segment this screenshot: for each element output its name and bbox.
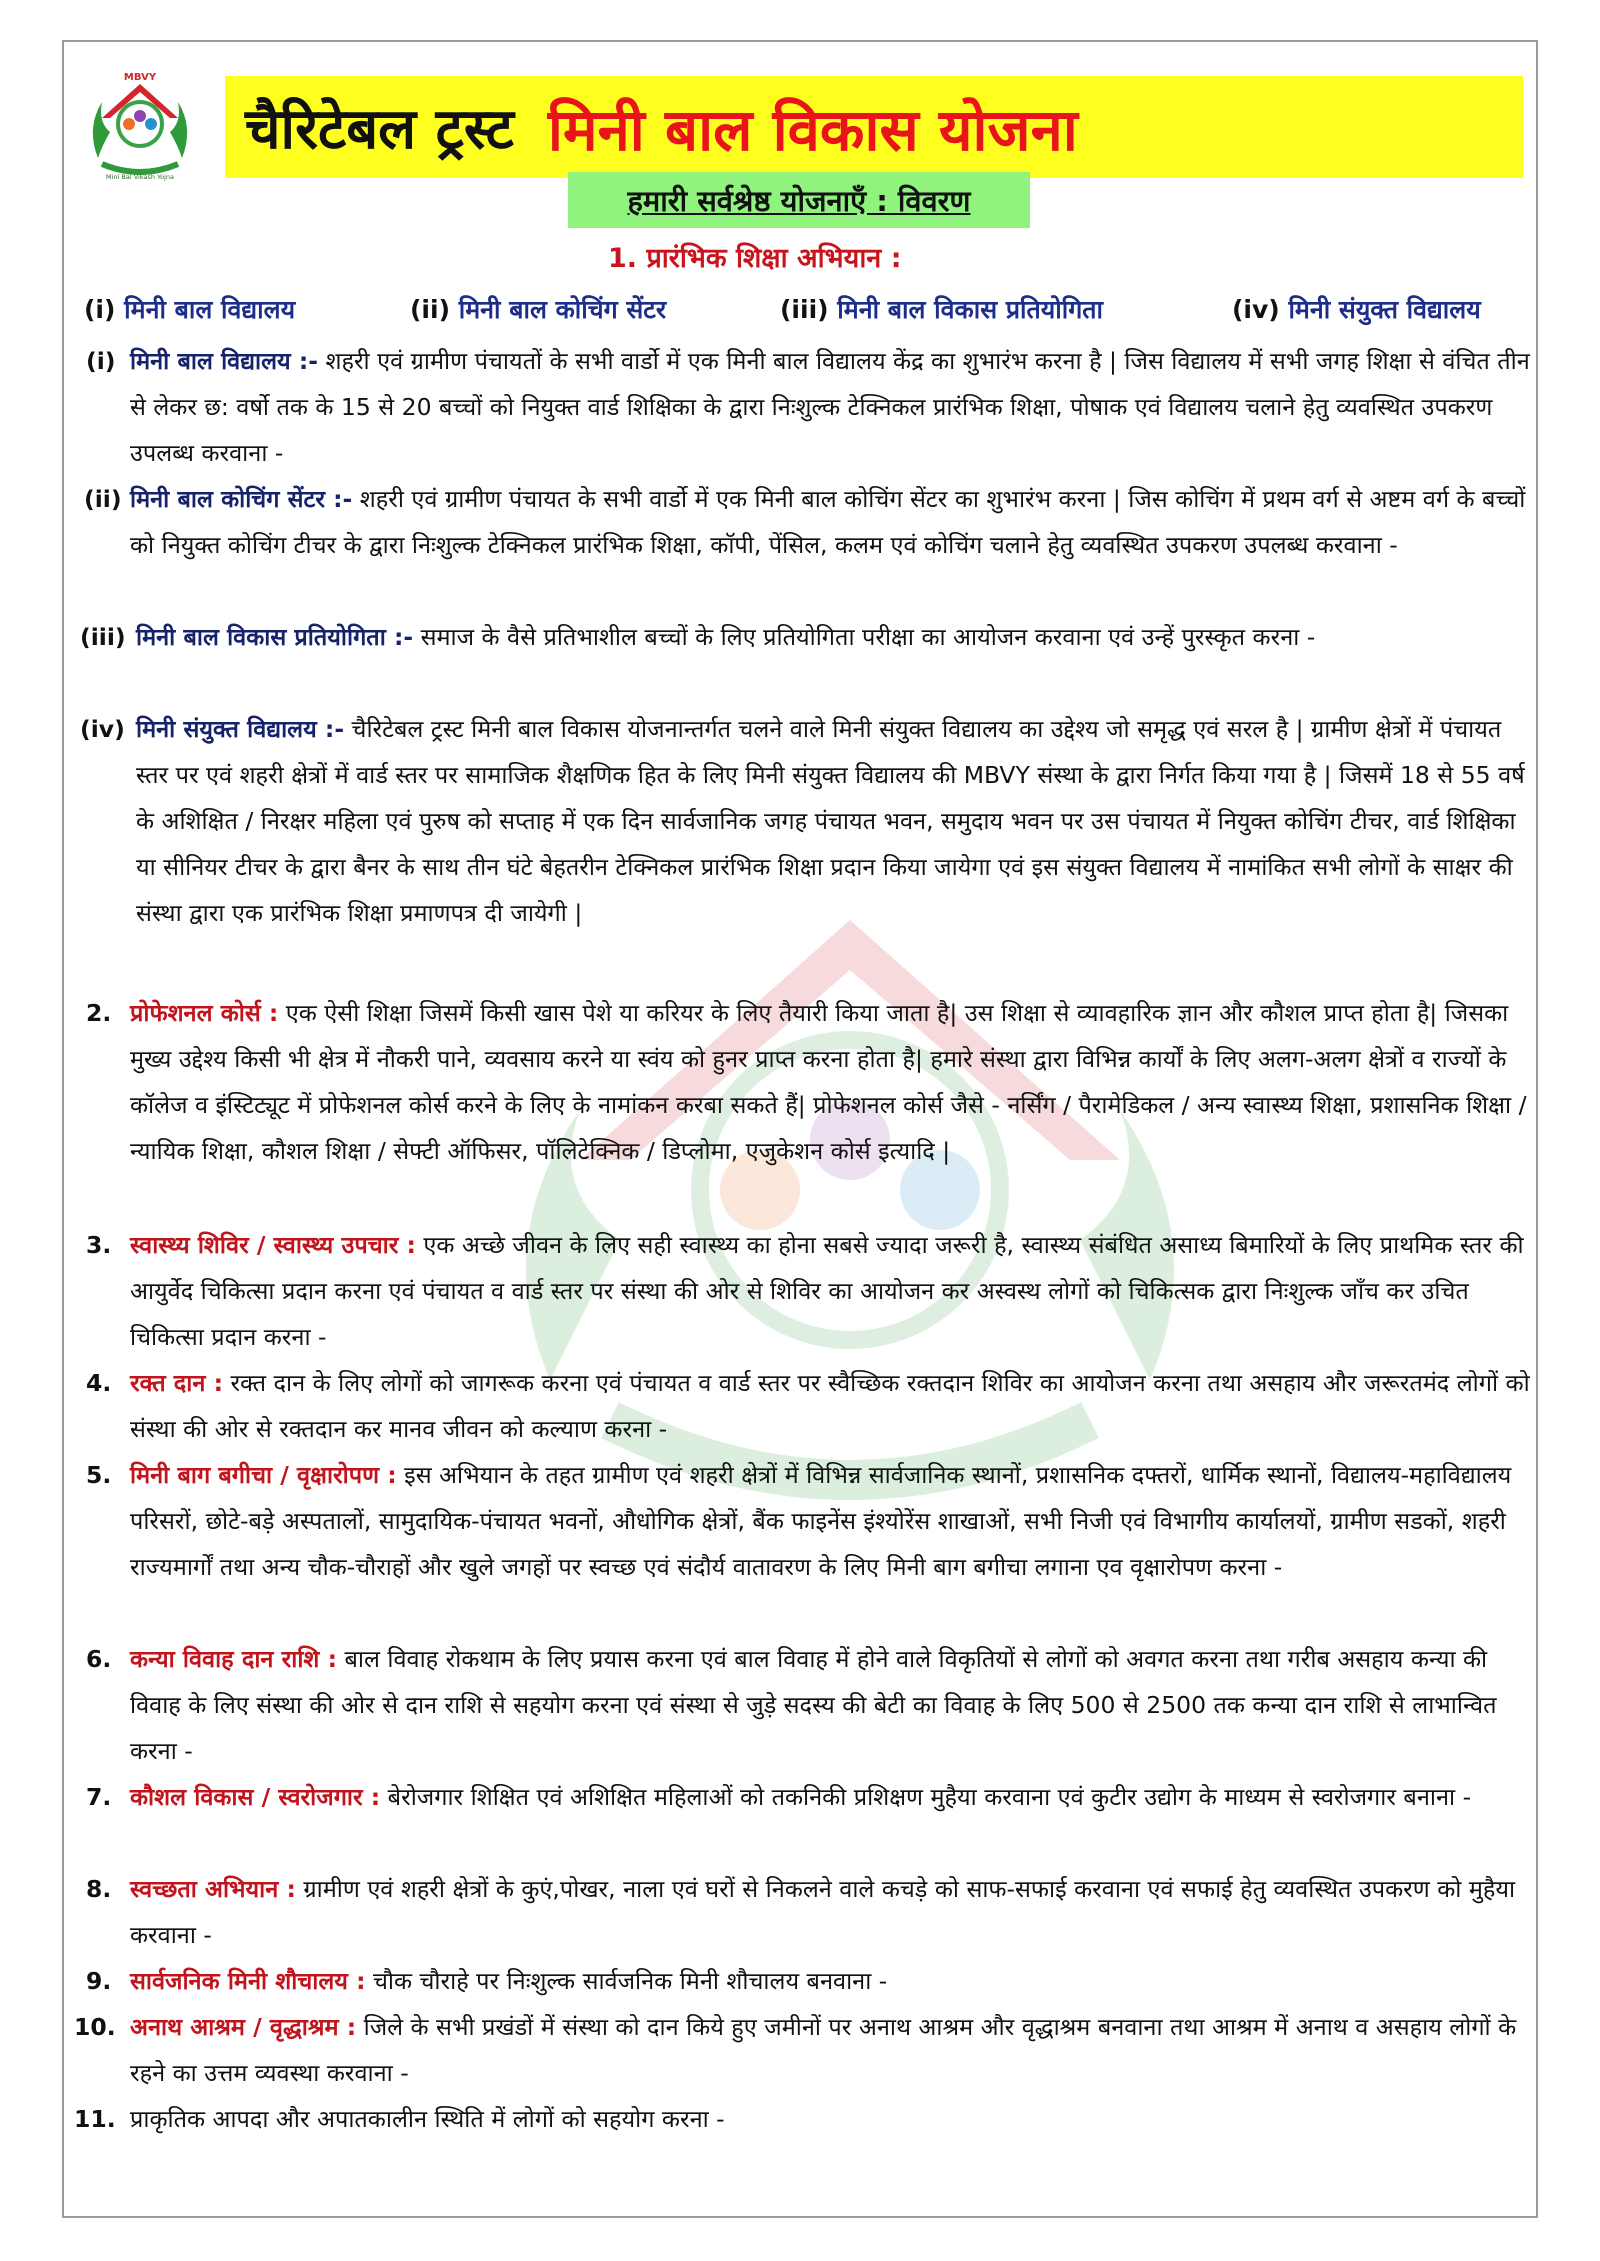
title-right: मिनी बाल विकास योजना: [547, 95, 1078, 164]
detail-iv: (iv) मिनी संयुक्त विद्यालय :- चैरिटेबल ट्रस्ट मिनी बाल विकास योजनान्तर्गत चलने वाले मिनी संयुक्त विद्यालय का उद्देश्य जो समृद्ध एवं सरल है | ग्रामीण क्षेत्रों में पंचायत स्तर पर एवं शहरी क्षेत्रों में वार्ड स्तर पर सामाजिक शैक्षणिक हित के लिए मिनी संयुक्त विद्यालय की MBVY संस्था के द्वारा निर्गत किया गया है | जिसमें 18 से 55 वर्ष के अशिक्षित / निरक्षर महिला एवं पुरुष को सप्ताह में एक दिन सार्वजानिक जगह पंचायत भवन, समुदाय भवन पर उस पंचायत में नियुक्त कोचिंग टीचर, वार्ड शिक्षिका या सीनियर टीचर के द्वारा बैनर के साथ तीन घंटे बेहतरीन टेक्निकल प्रारंभिक शिक्षा प्रदान किया जायेगा एवं इस संयुक्त विद्यालय में नामांकित सभी लोगों के साक्षर की संस्था द्वारा एक प्रारंभिक शिक्षा प्रमाणपत्र दी जायेगी |: [80, 715, 1525, 927]
section-7: 7. कौशल विकास / स्वरोजगार : बेरोजगार शिक्षित एवं अशिक्षित महिलाओं को तकनिकी प्रशिक्षण मुहैया करवाना एवं कुटीर उद्योग के माध्यम से स्वरोजगार बनाना -: [86, 1783, 1472, 1811]
section-4: 4. रक्त दान : रक्त दान के लिए लोगों को जागरूक करना एवं पंचायत व वार्ड स्तर पर स्वैच्छिक रक्तदान शिविर का आयोजन करना तथा असहाय और जरूरतमंद लोगों को संस्था की ओर से रक्तदान कर मानव जीवन को कल्याण करना -: [86, 1369, 1530, 1443]
logo-caption: Mini Bal Vikash Yojna: [105, 173, 175, 181]
detail-ii: (ii) मिनी बाल कोचिंग सेंटर :- शहरी एवं ग्रामीण पंचायत के सभी वार्डो में एक मिनी बाल कोचिंग सेंटर का शुभारंभ करना | जिस कोचिंग में प्रथम वर्ग से अष्टम वर्ग के बच्चों को नियुक्त कोचिंग टीचर के द्वारा निःशुल्क टेक्निकल प्रारंभिक शिक्षा, कॉपी, पेंसिल, कलम एवं कोचिंग चलाने हेतु व्यवस्थित उपकरण उपलब्ध करवाना -: [84, 485, 1526, 559]
subitem-3: (iii) मिनी बाल विकास प्रतियोगिता: [780, 295, 1104, 324]
title-left: चैरिटेबल ट्रस्ट: [245, 97, 514, 162]
section-10: 10. अनाथ आश्रम / वृद्धाश्रम : जिले के सभी प्रखंडों में संस्था को दान किये हुए जमीनों पर अनाथ आश्रम और वृद्धाश्रम बनवाना तथा आश्रम में अनाथ व असहाय लोगों के रहने का उत्तम व्यवस्था करवाना -: [74, 2013, 1517, 2087]
section-5: 5. मिनी बाग बगीचा / वृक्षारोपण : इस अभियान के तहत ग्रामीण एवं शहरी क्षेत्रों में विभिन्न सार्वजानिक स्थानों, प्रशासनिक दफ्तरों, धार्मिक स्थानों, विद्यालय-महाविद्यालय परिसरों, छोटे-बड़े अस्पतालों, सामुदायिक-पंचायत भवनों, औधोगिक क्षेत्रों, बैंक फाइनेंस इंश्योरेंस शाखाओं, सभी निजी एवं विभागीय कार्यालयों, ग्रामीण सडकों, शहरी राज्यमार्गों तथा अन्य चौक-चौराहों और खुले जगहों पर स्वच्छ एवं संदौर्य वातावरण के लिए मिनी बाग बगीचा लगाना एव वृक्षारोपण करना -: [86, 1461, 1512, 1581]
subitem-4: (iv) मिनी संयुक्त विद्यालय: [1232, 295, 1481, 324]
section-9: 9. सार्वजनिक मिनी शौचालय : चौक चौराहे पर निःशुल्क सार्वजनिक मिनी शौचालय बनवाना -: [86, 1967, 888, 1995]
section-8: 8. स्वच्छता अभियान : ग्रामीण एवं शहरी क्षेत्रों के कुएं,पोखर, नाला एवं घरों से निकलने वाले कचड़े को साफ-सफाई करवाना एवं सफाई हेतु व्यवस्थित उपकरण को मुहैया करवाना -: [86, 1875, 1516, 1949]
section-3: 3. स्वास्थ्य शिविर / स्वास्थ्य उपचार : एक अच्छे जीवन के लिए सही स्वास्थ्य का होना सबसे ज्यादा जरूरी है, स्वास्थ्य संबंधित असाध्य बिमारियों के लिए प्राथमिक स्तर की आयुर्वेद चिकित्सा प्रदान करना एवं पंचायत व वार्ड स्तर पर संस्था की ओर से शिविर का आयोजन कर अस्वस्थ लोगों को चिकित्सक द्वारा निःशुल्क जाँच कर उचित चिकित्सा प्रदान करना -: [86, 1231, 1524, 1351]
detail-iii: (iii) मिनी बाल विकास प्रतियोगिता :- समाज के वैसे प्रतिभाशील बच्चों के लिए प्रतियोगिता परीक्षा का आयोजन करवाना एवं उन्हें पुरस्कृत करना -: [80, 623, 1316, 651]
title-banner: [225, 76, 1523, 178]
section-1-heading: 1. प्रारंभिक शिक्षा अभियान :: [608, 243, 902, 274]
page-subtitle: [568, 172, 1030, 228]
section-2: 2. प्रोफेशनल कोर्स : एक ऐसी शिक्षा जिसमें किसी खास पेशे या करियर के लिए तैयारी किया जाता है| उस शिक्षा से व्यावहारिक ज्ञान और कौशल प्राप्त होता है| जिसका मुख्य उद्देश्य किसी भी क्षेत्र में नौकरी पाने, व्यवसाय करने या स्वंय को हुनर प्राप्त करना होता है| हमारे संस्था द्वारा विभिन्न कार्यों के लिए अलग-अलग क्षेत्रों व राज्यों के कॉलेज व इंस्टिट्यूट में प्रोफेशनल कोर्स करने के लिए के नामांकन करबा सकते हैं| प्रोफेशनल कोर्स जैसे - नर्सिंग / पैरामेडिकल / अन्य स्वास्थ्य शिक्षा, प्रशासनिक शिक्षा / न्यायिक शिक्षा, कौशल शिक्षा / सेफ्टी ऑफिसर, पॉलिटेक्निक / डिप्लोमा, एजुकेशन कोर्स इत्यादि |: [86, 999, 1527, 1165]
subtitle-text: हमारी सर्वश्रेष्ठ योजनाएँ : विवरण: [627, 183, 971, 218]
logo-badge: MBVY: [123, 72, 157, 83]
subitem-1: (i) मिनी बाल विद्यालय: [84, 295, 296, 324]
detail-i: (i) मिनी बाल विद्यालय :- शहरी एवं ग्रामीण पंचायतों के सभी वार्डो में एक मिनी बाल विद्यालय केंद्र का शुभारंभ करना है | जिस विद्यालय में सभी जगह शिक्षा से वंचित तीन से लेकर छ: वर्षो तक के 15 से 20 बच्चों को नियुक्त वार्ड शिक्षिका के द्वारा निःशुल्क टेक्निकल प्रारंभिक शिक्षा, पोषाक एवं विद्यालय चलाने हेतु व्यवस्थित उपकरण उपलब्ध करवाना -: [86, 347, 1530, 467]
trust-logo: [80, 66, 200, 184]
section-6: 6. कन्या विवाह दान राशि : बाल विवाह रोकथाम के लिए प्रयास करना एवं बाल विवाह में होने वाले विकृतियों से लोगों को अवगत करना तथा गरीब असहाय कन्या की विवाह के लिए संस्था की ओर से दान राशि से सहयोग करना एवं संस्था से जुड़े सदस्य की बेटी का विवाह के लिए 500 से 2500 तक कन्या दान राशि से लाभान्वित करना -: [86, 1645, 1497, 1765]
section-11: 11. प्राकृतिक आपदा और अपातकालीन स्थिति में लोगों को सहयोग करना -: [74, 2105, 725, 2133]
subitem-2: (ii) मिनी बाल कोचिंग सेंटर: [410, 295, 667, 324]
